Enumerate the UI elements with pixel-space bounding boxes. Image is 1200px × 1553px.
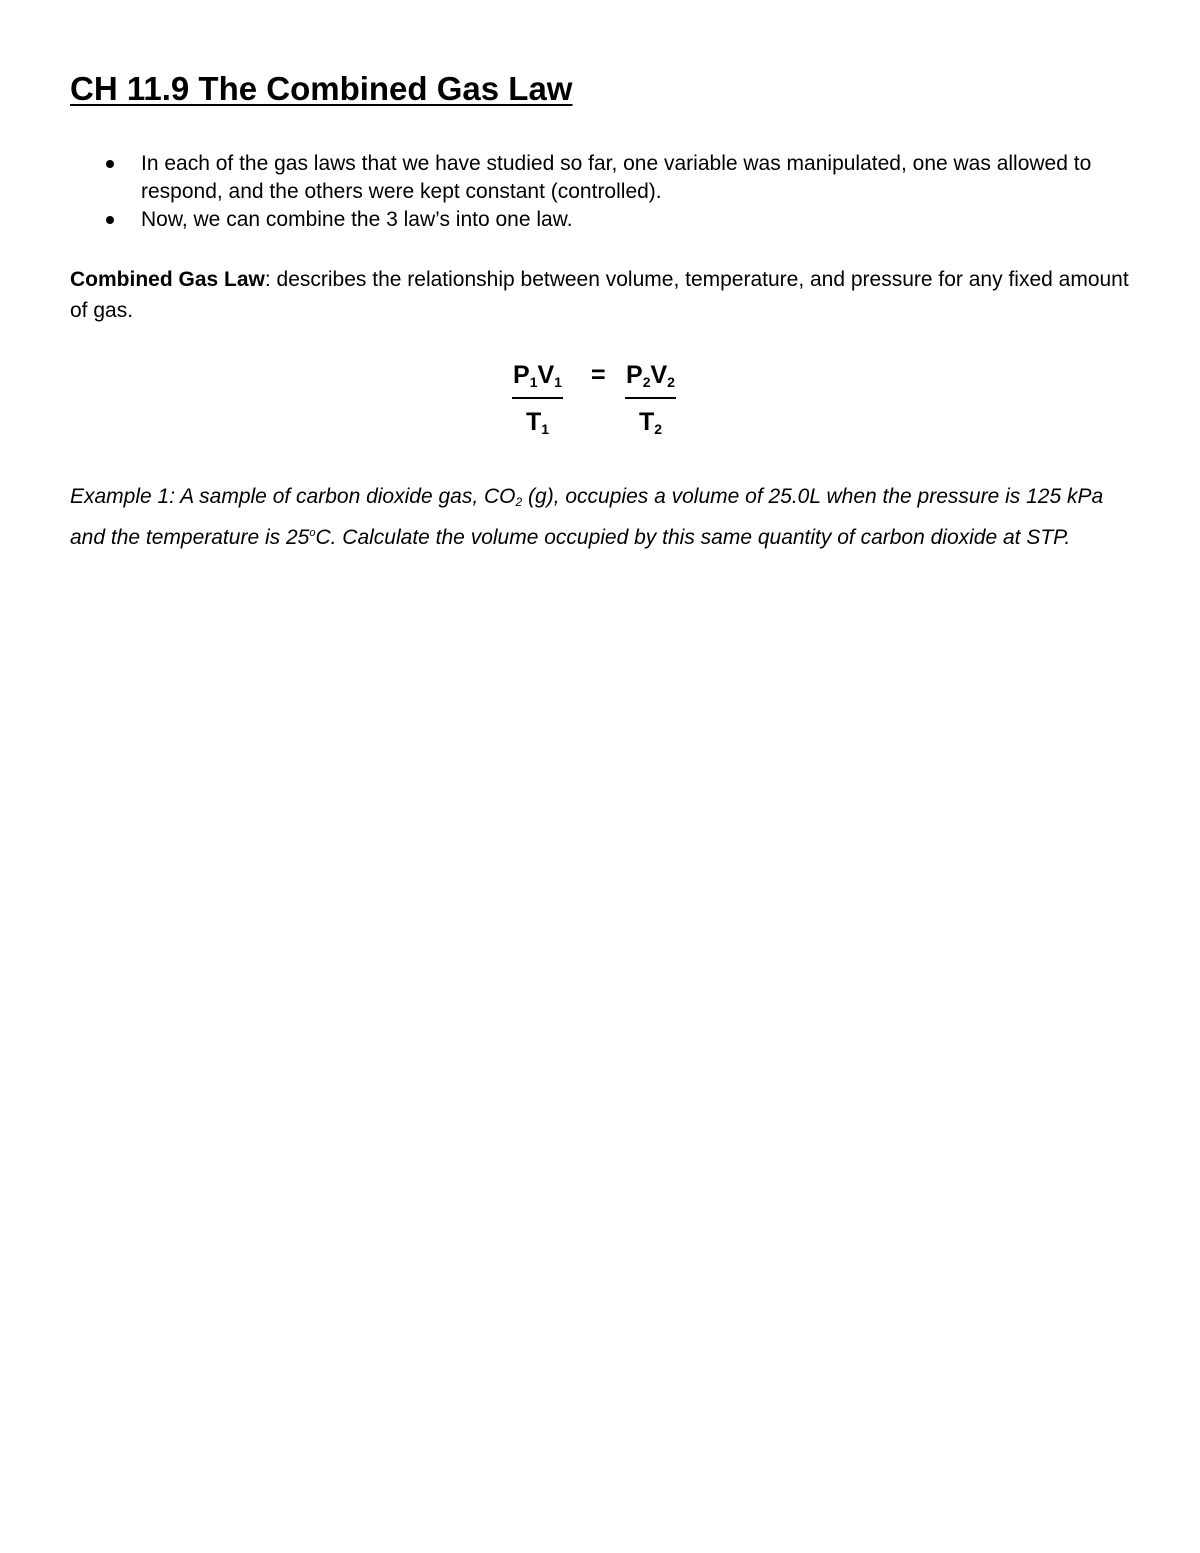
degree-superscript: o [309, 527, 316, 539]
symbol-t: T [525, 408, 542, 436]
subscript: 2 [642, 374, 651, 390]
symbol-p: P [626, 361, 643, 389]
subscript: 2 [667, 374, 675, 390]
definition-paragraph [70, 264, 1130, 326]
example-text: Example 1: A sample of carbon dioxide gas, CO [70, 485, 516, 508]
list-item [70, 206, 1130, 234]
formula-equals: = [591, 361, 606, 389]
formula-right-denominator [625, 407, 676, 444]
formula-left-denominator [512, 407, 563, 444]
page-title: CH 11.9 The Combined Gas Law [70, 70, 573, 107]
subscript: 2 [654, 421, 663, 437]
bullet-text: Now, we can combine the 3 law’s into one law. [141, 208, 573, 231]
bullet-text: In each of the gas laws that we have studied so far, one variable was manipulated, one was allowed to respond, and the others were kept constant (controlled). [141, 152, 1092, 203]
example-text: C. Calculate the volume occupied by this same quantity of carbon dioxide at STP. [315, 526, 1071, 549]
bullet-dot-icon [106, 160, 114, 168]
symbol-p: P [513, 361, 530, 389]
bullet-list [70, 150, 1130, 234]
combined-gas-law-formula [0, 360, 1200, 440]
formula-right-numerator [625, 360, 676, 399]
subscript: 1 [529, 374, 538, 390]
bullet-dot-icon [106, 216, 114, 224]
symbol-v: V [537, 361, 555, 389]
subscript: 1 [541, 421, 550, 437]
subscript: 1 [554, 374, 562, 390]
symbol-t: T [638, 408, 655, 436]
definition-term: Combined Gas Law [70, 268, 265, 291]
formula-right-fraction [625, 360, 676, 444]
formula-left-numerator [512, 360, 563, 399]
definition-text: : describes the relationship between volume, temperature, and pressure for any fixed amount of gas. [70, 268, 1129, 322]
symbol-v: V [650, 361, 668, 389]
example-text: (g), occupies a volume of 25.0L when the pressure is 125 kPa and the temperature is 25 [70, 485, 1104, 549]
formula-left-fraction [512, 360, 563, 444]
subscript: 2 [515, 495, 523, 509]
list-item [70, 150, 1130, 206]
example-problem [70, 481, 1130, 553]
